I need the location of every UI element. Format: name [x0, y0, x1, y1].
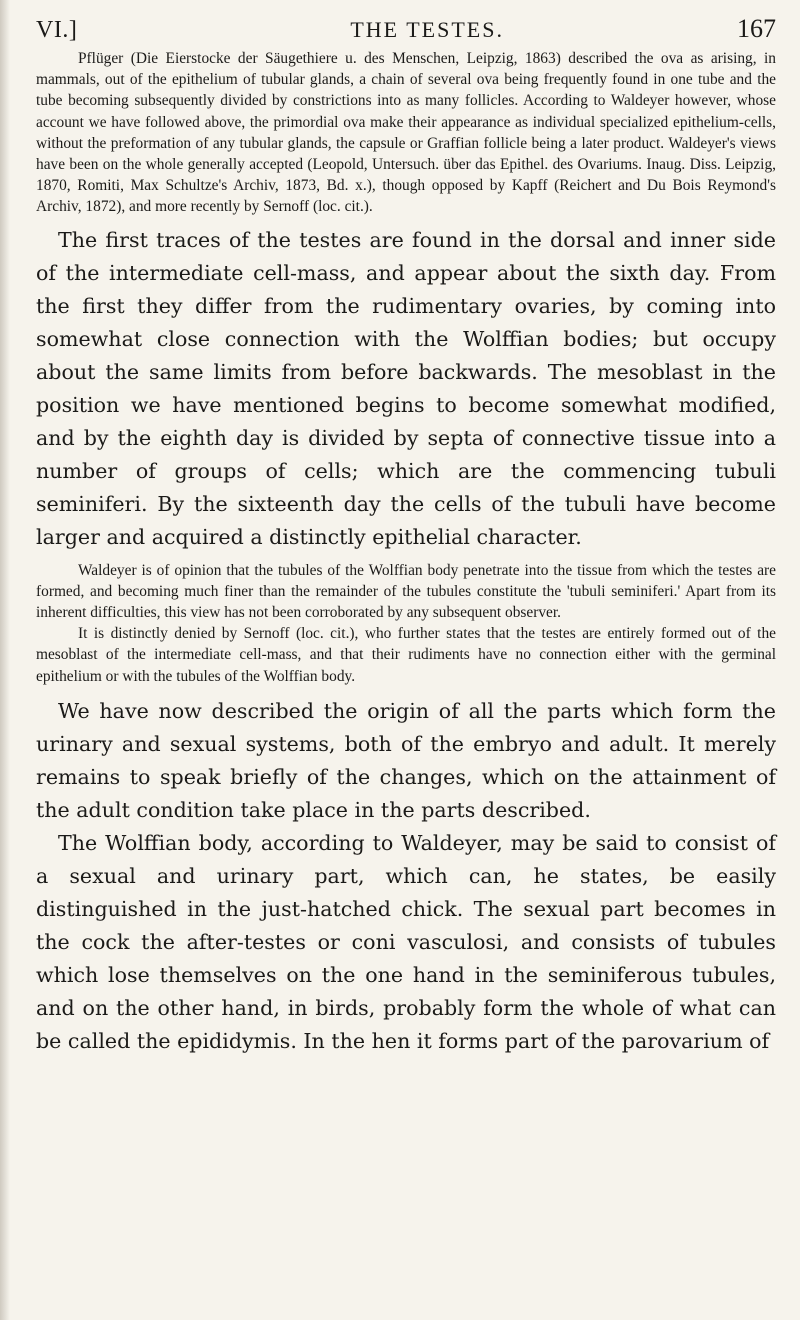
- spacer: [36, 687, 776, 695]
- paragraph-summary: We have now described the origin of all the parts which form the urinary and sexual systems, both of the embryo and adult. It merely remains to speak briefly of the changes, which on the attainment of the adult condition take place in the parts described.: [36, 698, 776, 822]
- binding-shadow: [0, 0, 10, 1320]
- note-sernoff-denial: It is distinctly denied by Sernoff (loc. cit.), who further states that the testes are entirely formed out of the mesoblast of the intermediate cell-mass, and that their rudiments have no connection either with the germinal epithelium or with the tubules of the Wolffian body.: [36, 625, 776, 685]
- chapter-number: VI.]: [36, 17, 78, 43]
- running-head: [36, 14, 776, 48]
- running-title: THE TESTES.: [350, 17, 504, 42]
- paragraph-testes-origin: The first traces of the testes are found in the dorsal and inner side of the intermediate cell-mass, and appear about the sixth day. From the first they differ from the rudimentary ovaries, by coming into somewhat close connection with the Wolffian bodies; but occupy about the same limits from before backwards. The mesoblast in the position we have mentioned begins to become somewhat modified, and by the eighth day is divided by septa of connective tissue into a number of groups of cells; which are the commencing tubuli seminiferi. By the sixteenth day the cells of the tubuli have become larger and acquired a distinctly epithelial character.: [36, 227, 776, 549]
- footnote-pfluger: Pflüger (Die Eierstocke der Säugethiere u. des Menschen, Leipzig, 1863) described the ova as arising, in mammals, out of the epithelium of tubular glands, a chain of several ova being frequently found in one tube and the tube becoming subsequently divided by constrictions into as many follicles. According to Waldeyer however, whose account we have followed above, the primordial ova make their appearance as individual specialized epithelium-cells, without the preformation of any tubular glands, the capsule or Graffian follicle being a later product. Waldeyer's views have been on the whole generally accepted (Leopold, Untersuch. über das Epithel. des Ovariums. Inaug. Diss. Leipzig, 1870, Romiti, Max Schultze's Archiv, 1873, Bd. x.), though opposed by Kapff (Reichert and Du Bois Reymond's Archiv, 1872), and more recently by Sernoff (loc. cit.).: [36, 50, 776, 216]
- note-waldeyer-opinion: Waldeyer is of opinion that the tubules of the Wolffian body penetrate into the tissue from which the testes are formed, and becoming much finer than the remainder of the tubules constitute the 'tubuli seminiferi.' Apart from its inherent difficulties, this view has not been corroborated by any subsequent observer.: [36, 561, 776, 622]
- paragraph-wolffian-body: The Wolffian body, according to Waldeyer, may be said to consist of a sexual and urinary part, which can, he states, be easily distinguished in the just-hatched chick. The sexual part becomes in the cock the after-testes or coni vasculosi, and consists of tubules which lose themselves on the one hand in the seminiferous tubules, and on the other hand, in birds, probably form the whole of what can be called the epididymis. In the hen it forms part of the parovarium of: [36, 830, 776, 1053]
- page-number: 167: [736, 14, 776, 43]
